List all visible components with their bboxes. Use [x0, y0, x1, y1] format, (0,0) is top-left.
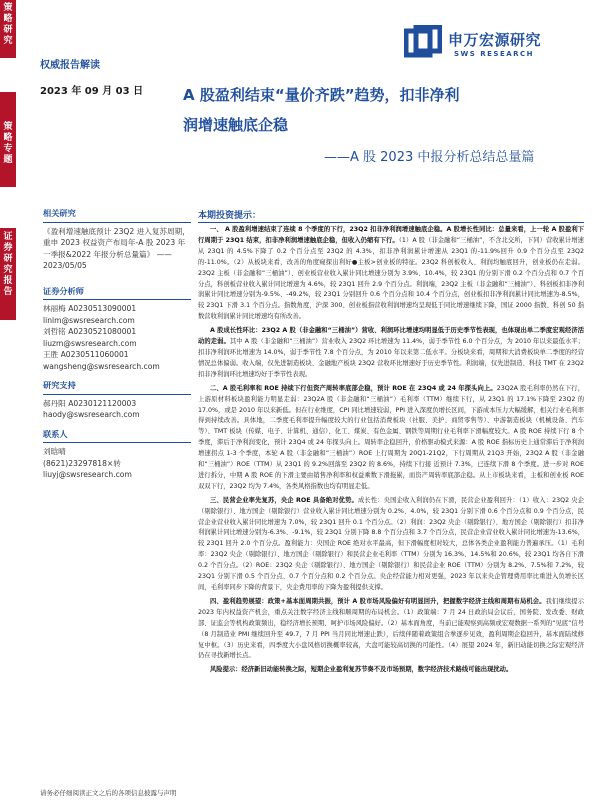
page-footer-disclaimer: 请务必仔细阅读正文之后的各项信息披露与声明	[40, 789, 177, 797]
analyst-email[interactable]: liuzm@swsresearch.com	[43, 338, 137, 348]
paragraph-5	[198, 597, 584, 662]
highlights-heading: 本期投资提示：	[198, 211, 262, 221]
analyst-line: 林丽梅 A0230513090001	[43, 304, 137, 313]
contact-phone: (8621)23297818×转	[43, 458, 121, 468]
analysts-section	[43, 286, 191, 373]
title-line-1: A 股盈利结束“量价齐跌”趋势，扣非净利	[183, 86, 460, 104]
logo-chinese-name: 申万宏源研究	[448, 31, 542, 49]
title-line-2: 润增速触底企稳	[183, 116, 289, 134]
sws-logo	[404, 23, 582, 65]
related-research-link[interactable]: 《盈利增速触底预计 23Q2 进入复苏周期，重申 2023 权益资产布局年-A 股 2023 年一季报&2022 年报分析总量篇》 ——2023/05/05	[43, 226, 190, 270]
research-support-heading: 研究支持	[43, 380, 76, 390]
paragraph-5-lead: 四、盈利趋势展望：政策+基本面周期共振，预计 A 股市场风险偏好有明显回升，把握数字经济主线和周期布局机会。	[210, 597, 546, 605]
sws-logo-icon	[404, 25, 442, 61]
contact-email[interactable]: liuyj@swsresearch.com	[43, 470, 132, 479]
analyst-line: 王胜 A0230511060001	[43, 350, 129, 359]
analyst-email[interactable]: linlm@swsresearch.com	[43, 315, 135, 325]
report-subtitle: ——A 股 2023 中报分析总结总量篇	[324, 150, 535, 165]
investment-highlights	[198, 208, 584, 679]
band-label-strategy-topic: 策略专题	[0, 92, 16, 187]
paragraph-3	[198, 384, 584, 493]
paragraph-1	[198, 225, 584, 323]
paragraph-3-lead: 二、A 股毛利率和 ROE 持续下行但资产周转率底部企稳，预计 ROE 在 23Q4 或 24 年探头向上。	[210, 384, 497, 392]
paragraph-2	[198, 326, 584, 381]
paragraph-4-body: 成长性：央国企收入利润仍在下滑，民营企业盈利回升：（1）收入：23Q2 央企（剔除银行）、地方国企（剔除银行）营业收入累计同比增速分别为 0.2%、4.0%，较 23Q1 分别下滑 0.6 个百分点和 0.9 个百分点，民营企业营业收入累计同比增速为 7.0%，较 23Q1 回升 0.1 个百分点。（2）利润：23Q2 央企（剔除银行）、地方国企（剔除银行）扣非净利润累计同比增速分别为-6.3%、-9.1%，较 23Q1 分别下降 8.8 个百分点和 3.7 个百分点，民营企业营业收入累计同比增速为-13.6%，较 23Q1 回升 2.0 个百分点。盈利能力：央国企 ROE 绝对水平最高，但下滑幅度相对较大，总体各类企业盈利能力普遍承压。（1）毛利率：23Q2 央企（剔除银行）、地方国企（剔除银行）和民营企业毛利率（TTM）分别为 16.3%、14.5%和 20.6%，较 23Q1 均各自下滑 0.2 个百分点。（2）ROE：23Q2 央企（剔除银行）、地方国企（剔除银行）和民营企业 ROE（TTM）分别为 8.2%、7.5%和 7.2%，较 23Q1 分别下滑 0.5 个百分点、0.7 个百分点和 0.2 个百分点。央企经营能力相对更强，2023 年以来央企管理费用率比重进入负增长区间，毛利率同步下降的背景下，央企费用率的下降为盈利提供支撑。	[198, 496, 584, 591]
analyst-line: 刘哲铭 A0230521080001	[43, 327, 137, 336]
sidebar	[43, 208, 191, 489]
related-research-heading: 相关研究	[43, 208, 76, 218]
paragraph-5-body: 我们继续提示 2023 年内权益资产机会，重点关注数字经济主线和顺周期的布局机会。（1）政策端：7 月 24 日政治局会议后，国务院、发改委、财政部、证监会等机构政策频出，稳经济增长预期、呵护市场风险偏好。（2）基本面角度，当前已能观察到高频或宏观数据一系列的“见底”信号（8 月制造业 PMI 继续回升至 49.7，7 月 PPI 当月同比增速止跌），后续伴随着政策组合拳逐步见效，盈利周期企稳回升，基本面陆续修复中枢。（3）历史来看，四季度大小盘风格切换概率较高，大盘可能较高切换的可能性。（4）展望 2024 年，新旧动能切换之际宏观经济仍在寻找新增长点。	[198, 597, 584, 660]
paragraph-3-body: 23Q2A 股毛利率仍然在下行，上游原材料板块盈利能力明显走弱：23Q2A 股（非金融和“三桶油”）毛利率（TTM）继续下行，从 23Q1 的 17.1%下降至 23Q2 的 17.0%，或是 2010 年以来新低。但在行业维度，CPI 同比增速较弱，PPI 进入深度负增长区间，下游成本压力大幅缓解，相关行业毛利率得到持续改善。具体地，二季度毛利率提升幅度较大的行业包括消费板块（社服、美护、商贸零售等）、中游制造板块（机械设备、汽车等）、TMT 板块（传媒、电子、计算机、通信）、化工、煤炭、有色金属、钢铁等周期行业毛利率下滑幅度较大。A 股 ROE 持续下行 8 个季度，滞后于净利润变化，预计 23Q4 或 24 年探头向上。周转率企稳回升，价格驱动模式来源：A 股 ROE 指标历史上通常滞后于净利润增速拐点 1-3 个季度，本轮 A 股（非金融和“三桶油”）ROE 上行周期为 20Q1-21Q2，下行周期从 21Q3 开始，23Q2 A 股（非金融和“三桶油”）ROE（TTM）从 23Q1 的 9.2%回落至 23Q2 的 8.6%，持续下行接 近预计 7.3%，已连续下滑 8 个季度。进一步对 ROE 进行拆分，中期 A 股 ROE 的下滑主要由销售净利率和权益乘数下滑拖累，而资产周转率底部企稳。从上市板块来看，主板和创业板 ROE 双双下行，23Q2 均为 7.4%，各类风格指数也均有明显走低。	[198, 384, 584, 490]
support-line: 郝丹阳 A0230121120003	[43, 398, 137, 408]
research-support-section	[43, 380, 191, 421]
paragraph-4-lead: 三、民营企业率先复苏，央企 ROE 具备绝对优势。	[210, 496, 358, 504]
divider	[43, 442, 191, 443]
paragraph-2-body: 其中 A 股（非金融和“三桶油”）营业收入 23Q2 环比增速为 11.4%，弱于季节性 6.0 个百分点，为 2010 年以来最低水平；扣非净利润环比增速为 14.0%，弱于季节性 7.8 个百分点，为 2010 年以来第二低水平。分板块来看，周期和大消费板块单二季度的经营情况总体偏弱。收入端，仅先进制造板块、金融地产板块 23Q2 营收环比增速好于历史季节性。利润端，仅先进制造、科技 TMT 在 23Q2 扣非净利润环比增速均好于季节性表现。	[198, 338, 585, 378]
risk-warning	[198, 665, 584, 676]
divider	[43, 222, 191, 223]
risk-warning-lead: 风险提示：经济新旧动能转换之际，短期企业盈利复苏节奏不及市场预期，数字经济技术路线可能出现扰动。	[210, 666, 513, 674]
analysts-heading: 证券分析师	[43, 285, 84, 296]
report-tag: 权威报告解读	[40, 60, 100, 71]
related-research-section	[43, 208, 191, 272]
paragraph-4	[198, 496, 584, 594]
divider	[43, 394, 191, 395]
contact-heading: 联系人	[43, 428, 68, 439]
analyst-email[interactable]: wangsheng@swsresearch.com	[43, 361, 160, 371]
report-date: 2023 年 09 月 03 日	[40, 86, 144, 97]
left-band	[0, 0, 16, 800]
logo-english-name: SWS RESEARCH	[454, 50, 535, 58]
paragraph-1-lead: 一、 A 股盈利增速结束了连续 8 个季度的下行，23Q2 扣非净利润增速触底企稳。A 股增长性同比：总量来看，上一轮 A 股盈利下行周期于 23Q1 结束，扣非净利润增速触底企稳，但收入仍缩有下行。	[198, 226, 584, 244]
band-label-securities-report: 证券研究报告	[0, 228, 16, 320]
support-email[interactable]: haody@swsresearch.com	[43, 410, 140, 419]
contact-section	[43, 429, 191, 481]
band-label-strategy-research: 策略研究	[0, 0, 16, 58]
divider	[43, 299, 191, 300]
contact-name: 刘晗晴	[43, 447, 66, 456]
paragraph-1-body: （1）A 股（非金融和“三桶油”，不含北交所，下同）营收累计增速从 23Q1 的 4.5%下降了 0.2 个百分点至 23Q2 的 4.3%，扣非净利润累计增速从 23Q1 的-11.9%回升 0.9 个百分点至 23Q2 的-11.0%。（2）从板块来看，改善的角度窥探出利好●主板>创业板的特征。23Q2 科创板收入、利润均触底回升，创业板仍在走弱。23Q2 主板（非金融和“三桶油”）、创业板营业收入累计同比增速分别为 3.9%、10.4%，较 23Q1 的分别下滑 0.2 个百分点和 0.7 个百分点，科创板营业收入累计同比增速为 4.6%，较 23Q1 回升 2.9 个百分点。利润端，23Q2 主板（非金融和“三桶油”）、科创板扣非净利润累计同比增速分别为-9.5%、-49.2%，较 23Q1 分别回升 0.6 个百分点和 10.4 个百分点，创业板扣非净利润累计同比增速为-8.5%，较 23Q1 下滑 3.1 个百分点。指数角度，沪深 300、创业板指营收利润增速均呈现低于同比增速继续下降，国证 2000 指数、科创 50 指数营收利润累计同比增速均有所改善。	[198, 236, 584, 321]
report-title	[183, 80, 583, 140]
divider	[198, 222, 584, 223]
paragraph-2-lead: A 股成长性环比：23Q2 A 股（非金融和“三桶油”）营收、利润环比增速均明显低于历史季节性表现，也体现出单二季度宏观经济活动的走弱。	[198, 327, 584, 346]
